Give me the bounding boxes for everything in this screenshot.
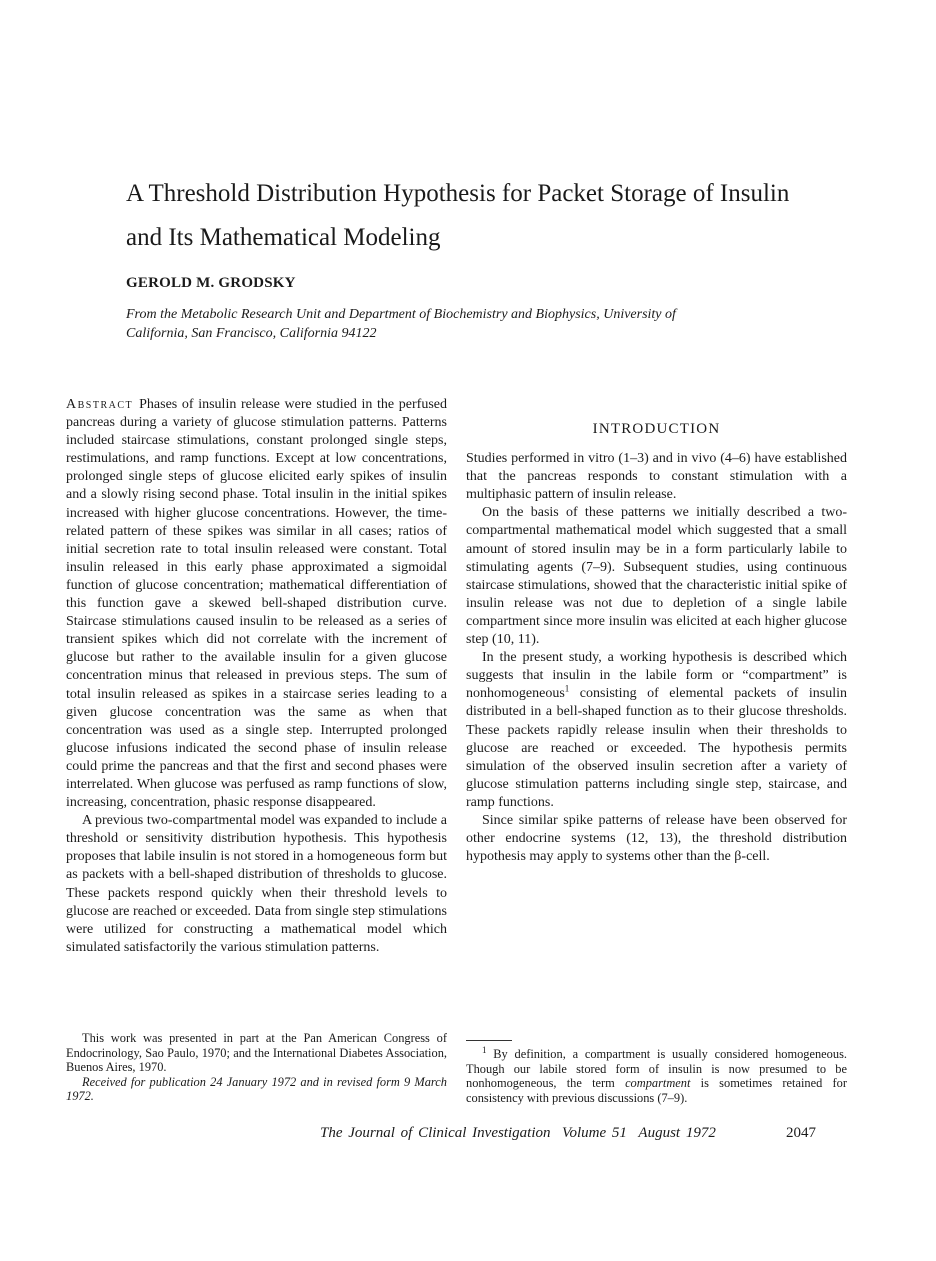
abstract-paragraph-1 (66, 396, 447, 812)
footnote-1-text-b: is sometimes retained for consistency with previous discussions (7–9). (466, 1076, 847, 1105)
received-note: Received for publication 24 January 1972 and in revised form 9 March 1972. (66, 1074, 447, 1103)
abstract-paragraph-2: A previous two-compartmental model was expanded to include a threshold or sensitivity distribution hypothesis. This hypothesis proposes that labile insulin is not stored in a homogeneous form but as packets with a bell-shaped distribution of thresholds to glucose. These packets respond quickly when their threshold levels to glucose are reached or exceeded. Data from single step stimulations were utilized for constructing a mathematical model which simulated satisfactorily the various stimulation patterns. (66, 813, 447, 955)
author-affiliation: From the Metabolic Research Unit and Department of Biochemistry and Biophysics, University of California, San Francisco, California 94122 (126, 307, 676, 341)
footnote-1-marker: 1 (482, 1044, 487, 1055)
introduction-heading: INTRODUCTION (592, 421, 721, 437)
intro-paragraph-3 (466, 649, 847, 812)
paper-title: A Threshold Distribution Hypothesis for Packet Storage of Insulin and Its Mathematical Modeling (126, 180, 790, 251)
footnote-1-emphasis: compartment (625, 1076, 691, 1090)
intro-paragraph-3-text-b: consisting of elemental packets of insulin distributed in a bell-shaped function as to their glucose thresholds. These packets rapidly release insulin when their thresholds to glucose are reached or exceeded. The hypothesis permits simulation of the observed insulin secretion after a variety of glucose stimulation patterns including single step, staircase, and ramp functions. (466, 686, 847, 810)
journal-citation (320, 1125, 716, 1142)
intro-paragraph-2: On the basis of these patterns we initially described a two-compartmental mathematical model which suggested that a small amount of stored insulin may be in a form particularly labile to stimulating agents (7–9). Subsequent studies, using continuous staircase stimulations, showed that the characteristic initial spike of insulin release was not due to depletion of a single labile compartment since more insulin was elicited at each higher glucose step (10, 11). (466, 505, 847, 648)
left-footnotes (66, 1031, 447, 1104)
right-column (466, 398, 847, 866)
abstract-heading: Abstract (66, 397, 134, 412)
page-number: 2047 (786, 1125, 816, 1141)
intro-paragraph-1: Studies performed in vitro (1–3) and in vivo (4–6) have established that the pancreas responds to constant stimulation with a multiphasic pattern of insulin release. (466, 451, 847, 503)
left-column (66, 396, 447, 957)
footnote-1 (466, 1044, 847, 1105)
presentation-note: This work was presented in part at the Pan American Congress of Endocrinology, Sao Paulo, 1970; and the International Diabetes Association, Buenos Aires, 1970. (66, 1031, 447, 1074)
footnote-1-text-a: By definition, a compartment is usually considered homogeneous. Though our labile stored form of insulin is now presumed to be nonhomogeneous, the term (466, 1047, 847, 1090)
intro-paragraph-4: Since similar spike patterns of release have been observed for other endocrine systems (12, 13), the threshold distribution hypothesis may apply to systems other than the β-cell. (466, 812, 847, 865)
footnote-divider (466, 1040, 512, 1041)
journal-volume: Volume 51 (561, 1125, 627, 1141)
footnote-reference-1: 1 (564, 683, 570, 694)
abstract-text-1: Phases of insulin release were studied in the perfused pancreas during a variety of glucose stimulation patterns. Patterns included staircase stimulations, constant prolonged single steps, restimulations, and ramp functions. Except at low concentrations, prolonged single steps of glucose elicited early spikes of insulin and a slowly rising second phase. Total insulin in the initial spikes increased with higher glucose concentrations. However, the time-related pattern of these spikes was similar in all cases; ratios of initial secretion rate to total insulin released were constant. Total insulin released in this early phase approximated a sigmoidal function of glucose concentration; mathematical differentiation of this function gave a skewed bell-shaped distribution curve. Staircase stimulations caused insulin to be released as a series of transient spikes which did not correlate with the increment of glucose but rather to the available insulin for a given glucose concentration minus that released in previous steps. The sum of total insulin released as spikes in a staircase series leading to a given glucose concentration was the same as when that concentration was used as a single step. Interrupted prolonged glucose infusions indicated the second phase of insulin release could prime the pancreas and that the first and second phases were interrelated. When glucose was perfused as ramp functions of slow, increasing, concentration, phasic response disappeared. (66, 397, 447, 811)
journal-date: August 1972 (638, 1125, 716, 1141)
journal-name: The Journal of Clinical Investigation (320, 1125, 551, 1141)
intro-paragraph-3-text-a: In the present study, a working hypothesis is described which suggests that insulin in the labile form or “compartment” is nonhomogeneous (466, 650, 847, 702)
author-name: GEROLD M. GRODSKY (126, 275, 296, 291)
right-footnotes (466, 1044, 847, 1105)
